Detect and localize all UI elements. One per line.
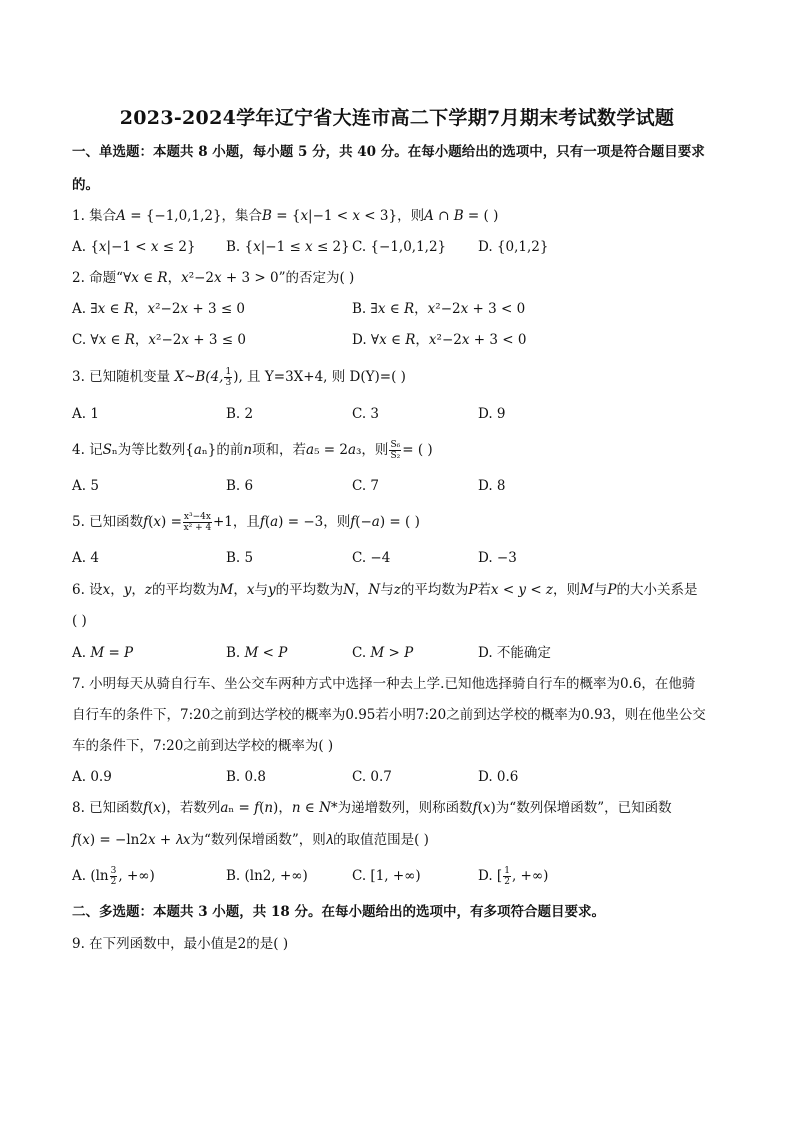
q1-option-a: A. {𝑥|−1 < 𝑥 ≤ 2} [72, 239, 196, 255]
question-1-stem: 1. 集合𝐴 = {−1,0,1,2}，集合𝐵 = {𝑥|−1 < 𝑥 < 3}，则𝐴 ∩ 𝐵 = ( ) [72, 208, 499, 224]
question-3-stem: 3. 已知随机变量 X~B(4, $\frac{1}{3}$ ), 且 Y=3X+4, 则 D(Y)=( ) [72, 367, 406, 388]
q1-option-c: C. {−1,0,1,2} [352, 239, 447, 255]
q3-option-c: C. 3 [352, 406, 380, 422]
q7-option-d: D. 0.6 [478, 769, 519, 785]
q6-option-c: C. 𝑀 > 𝑃 [352, 645, 414, 661]
q2-option-b: B. ∃𝑥 ∈ 𝑅，𝑥²−2𝑥 + 3 < 0 [352, 301, 526, 317]
question-7-stem: 7. 小明每天从骑自行车、坐公交车两种方式中选择一种去上学.已知他选择骑自行车的概率为0.6，在他骑 [72, 676, 696, 692]
q2-option-a: A. ∃𝑥 ∈ 𝑅，𝑥²−2𝑥 + 3 ≤ 0 [72, 301, 246, 317]
question-2-stem: 2. 命题“∀𝑥 ∈ 𝑅，𝑥²−2𝑥 + 3 > 0”的否定为( ) [72, 270, 355, 286]
question-8-stem: 8. 已知函数𝑓(𝑥)，若数列𝑎ₙ = 𝑓(𝑛)，𝑛 ∈ 𝑁*为递增数列，则称函数𝑓(𝑥)为“数列保增函数”，已知函数 [72, 800, 672, 816]
q4-option-a: A. 5 [72, 478, 99, 494]
q8-option-b: B. (ln2, +∞) [226, 868, 308, 884]
q7-option-a: A. 0.9 [72, 769, 112, 785]
q5-option-a: A. 4 [72, 550, 99, 566]
q8-option-a-fraction: $\frac{3}{2}$ [110, 866, 117, 887]
q8-option-c: C. [1, +∞) [352, 868, 421, 884]
q3-option-d: D. 9 [478, 406, 506, 422]
q2-option-c: C. ∀𝑥 ∈ 𝑅，𝑥²−2𝑥 + 3 ≤ 0 [72, 332, 246, 348]
question-5-stem: 5. 已知函数𝑓(𝑥) = $\frac{\text{x³−4x}}{\text{x² + 4}}$ +1，且𝑓(𝑎) = −3，则𝑓(−𝑎) = ( ) [72, 512, 420, 533]
q6-option-d: D. 不能确定 [478, 645, 551, 661]
q8-option-d: D. [ $\frac{1}{2}$ , +∞) [478, 866, 549, 887]
q3-option-a: A. 1 [72, 406, 99, 422]
q7-option-b: B. 0.8 [226, 769, 266, 785]
question-9-stem: 9. 在下列函数中，最小值是2的是( ) [72, 936, 289, 952]
q6-option-a: A. 𝑀 = 𝑃 [72, 645, 134, 661]
q4-option-c: C. 7 [352, 478, 380, 494]
q3-option-b: B. 2 [226, 406, 254, 422]
question-7-stem-cont1: 自行车的条件下，7:20之前到达学校的概率为0.95若小明7:20之前到达学校的概率为0.93，则在他坐公交 [72, 707, 706, 723]
q5-option-d: D. −3 [478, 550, 517, 566]
section2-header: 二、多选题：本题共 3 小题，共 18 分。在每小题给出的选项中，有多项符合题目要求。 [72, 904, 605, 920]
section1-header: 一、单选题：本题共 8 小题，每小题 5 分，共 40 分。在每小题给出的选项中，只有一项是符合题目要求 [72, 144, 705, 160]
q8-option-a: A. (ln $\frac{3}{2}$ , +∞) [72, 866, 155, 887]
q7-option-c: C. 0.7 [352, 769, 392, 785]
question-4-stem: 4. 记𝑆ₙ为等比数列{𝑎ₙ}的前𝑛项和，若𝑎₅ = 2𝑎₃，则 $\frac{\text{S₆}}{\text{S₂}}$ = ( ) [72, 440, 433, 461]
q5-fraction: $\frac{\text{x³−4x}}{\text{x² + 4}}$ [183, 512, 212, 533]
question-6-stem-cont: ( ) [72, 613, 87, 629]
q2-option-d: D. ∀𝑥 ∈ 𝑅，𝑥²−2𝑥 + 3 < 0 [352, 332, 527, 348]
q4-option-b: B. 6 [226, 478, 254, 494]
q6-option-b: B. 𝑀 < 𝑃 [226, 645, 288, 661]
question-8-stem-cont: 𝑓(𝑥) = −ln2𝑥 + 𝜆𝑥为“数列保增函数”，则𝜆的取值范围是( ) [72, 832, 429, 848]
q5-option-c: C. −4 [352, 550, 391, 566]
q8-option-d-fraction: $\frac{1}{2}$ [504, 866, 510, 887]
q1-option-b: B. {𝑥|−1 ≤ 𝑥 ≤ 2} [226, 239, 350, 255]
question-6-stem: 6. 设𝑥，𝑦，𝑧的平均数为𝑀，𝑥与𝑦的平均数为𝑁，𝑁与𝑧的平均数为𝑃若𝑥 < 𝑦 < 𝑧，则𝑀与𝑃的大小关系是 [72, 582, 698, 598]
section1-header-cont: 的。 [72, 177, 99, 193]
q3-fraction: $\frac{1}{3}$ [225, 367, 232, 388]
q4-fraction: $\frac{\text{S₆}}{\text{S₂}}$ [390, 440, 401, 461]
q1-option-d: D. {0,1,2} [478, 239, 549, 255]
page-title: 2023-2024学年辽宁省大连市高二下学期7月期末考试数学试题 [119, 107, 675, 129]
question-7-stem-cont2: 车的条件下，7:20之前到达学校的概率为( ) [72, 738, 334, 754]
q4-option-d: D. 8 [478, 478, 506, 494]
q5-option-b: B. 5 [226, 550, 254, 566]
